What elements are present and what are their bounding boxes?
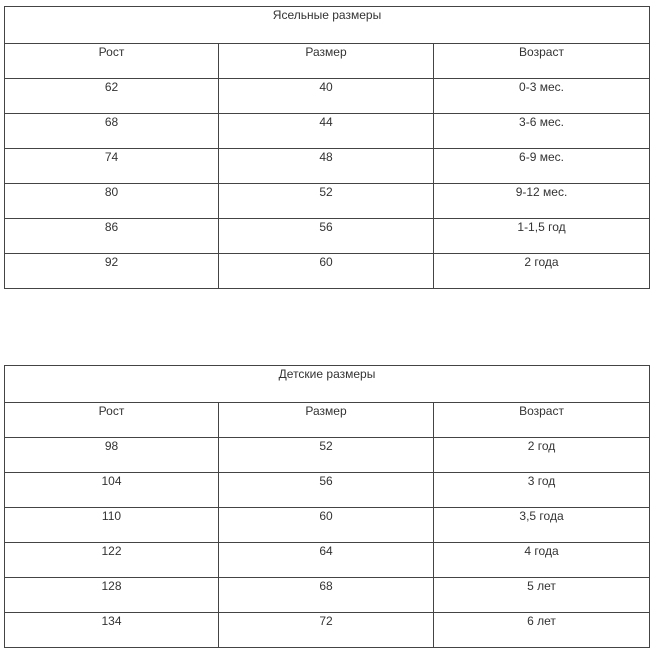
table-row (5, 508, 650, 543)
cell-size: 64 (219, 543, 434, 578)
cell-age: 9-12 мес. (434, 184, 650, 219)
cell-size: 60 (219, 508, 434, 543)
cell-height: 110 (5, 508, 219, 543)
cell-height: 68 (5, 114, 219, 149)
cell-age: 1-1,5 год (434, 219, 650, 254)
cell-age: 6 лет (434, 613, 650, 648)
infant-sizes-table (4, 6, 650, 289)
table-row (5, 578, 650, 613)
cell-size: 40 (219, 79, 434, 114)
cell-age: 4 года (434, 543, 650, 578)
cell-age: 3,5 года (434, 508, 650, 543)
header-age: Возраст (434, 44, 650, 79)
table-row (5, 149, 650, 184)
table-header-row (5, 403, 650, 438)
table-row (5, 79, 650, 114)
table-row (5, 613, 650, 648)
table-title-row (5, 7, 650, 44)
cell-size: 48 (219, 149, 434, 184)
cell-age: 3 год (434, 473, 650, 508)
header-height: Рост (5, 44, 219, 79)
table-row (5, 114, 650, 149)
cell-age: 2 года (434, 254, 650, 289)
cell-height: 80 (5, 184, 219, 219)
header-age: Возраст (434, 403, 650, 438)
cell-size: 52 (219, 438, 434, 473)
cell-height: 104 (5, 473, 219, 508)
cell-height: 128 (5, 578, 219, 613)
cell-age: 5 лет (434, 578, 650, 613)
table-row (5, 438, 650, 473)
cell-age: 2 год (434, 438, 650, 473)
cell-size: 68 (219, 578, 434, 613)
cell-size: 60 (219, 254, 434, 289)
table-row (5, 254, 650, 289)
cell-size: 72 (219, 613, 434, 648)
table-header-row (5, 44, 650, 79)
cell-height: 86 (5, 219, 219, 254)
header-size: Размер (219, 403, 434, 438)
table-title-row (5, 366, 650, 403)
table-row (5, 473, 650, 508)
cell-height: 74 (5, 149, 219, 184)
cell-height: 98 (5, 438, 219, 473)
table-title: Ясельные размеры (5, 7, 650, 44)
cell-size: 56 (219, 219, 434, 254)
table-title: Детские размеры (5, 366, 650, 403)
header-size: Размер (219, 44, 434, 79)
cell-height: 92 (5, 254, 219, 289)
cell-height: 62 (5, 79, 219, 114)
kids-sizes-table (4, 365, 650, 648)
cell-age: 6-9 мес. (434, 149, 650, 184)
cell-age: 3-6 мес. (434, 114, 650, 149)
table-row (5, 219, 650, 254)
cell-size: 52 (219, 184, 434, 219)
cell-height: 134 (5, 613, 219, 648)
cell-size: 44 (219, 114, 434, 149)
table-row (5, 543, 650, 578)
cell-age: 0-3 мес. (434, 79, 650, 114)
table-row (5, 184, 650, 219)
header-height: Рост (5, 403, 219, 438)
cell-size: 56 (219, 473, 434, 508)
cell-height: 122 (5, 543, 219, 578)
